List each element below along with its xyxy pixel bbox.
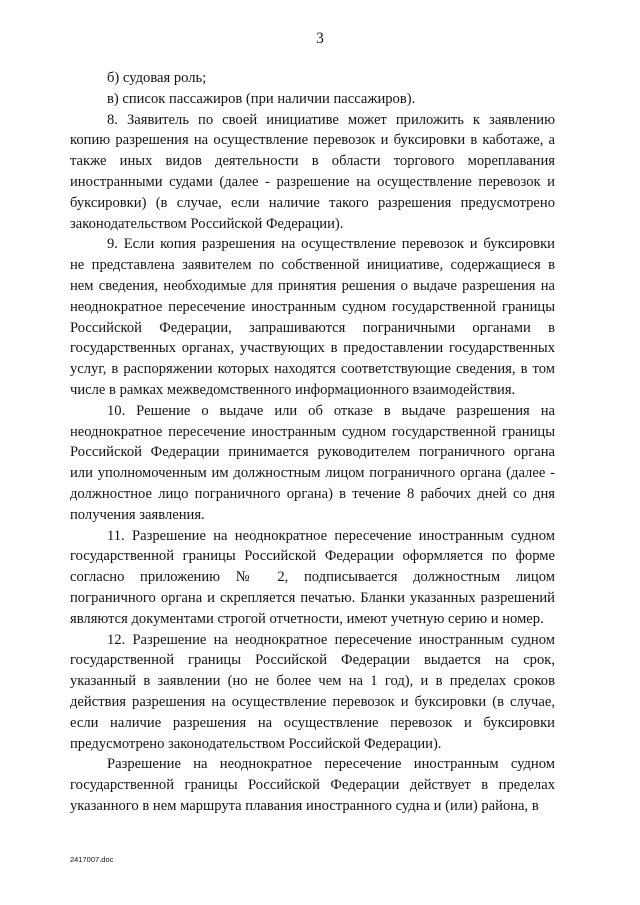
paragraph-9: 9. Если копия разрешения на осуществление перевозок и буксировки не представлена заявителем по собственной инициативе, содержащиеся в нем сведения, необходимые для принятия решения о выдаче разрешения на неоднократное пересечение иностранным судном государственной границы Российской Федерации, запрашиваются пограничными органами в государственных органах, участвующих в предоставлении государственных услуг, в распоряжении которых находятся соответствующие сведения, в том числе в рамках межведомственного информационного взаимодействия. [70, 236, 555, 398]
page-number: 3 [316, 30, 324, 47]
paragraph-continuation: Разрешение на неоднократное пересечение иностранным судном государственной границы Российской Федерации действует в пределах указанного в нем маршрута плавания иностранного судна и (или) района, в [70, 756, 555, 814]
paragraph-12: 12. Разрешение на неоднократное пересечение иностранным судном государственной границы Российской Федерации выдается на срок, указанный в заявлении (но не более чем на 1 год), и в пределах сроков действия разрешения на осуществление перевозок и буксировки (в случае, если наличие разрешения на осуществление перевозок и буксировки предусмотрено законодательством Российской Федерации). [70, 631, 555, 752]
document-body [70, 68, 555, 817]
paragraph-11: 11. Разрешение на неоднократное пересечение иностранным судном государственной границы Российской Федерации оформляется по форме согласно приложению № 2, подписывается должностным лицом пограничного органа и скрепляется печатью. Бланки указанных разрешений являются документами строгой отчетности, имеют учетную серию и номер. [70, 527, 555, 627]
paragraph-8: 8. Заявитель по своей инициативе может приложить к заявлению копию разрешения на осуществление перевозок и буксировки в каботаже, а также иных видов деятельности в области торгового мореплавания иностранными судами (далее - разрешение на осуществление перевозок и буксировки) (в случае, если наличие такого разрешения предусмотрено законодательством Российской Федерации). [70, 111, 555, 232]
list-item-b: б) судовая роль; [107, 70, 207, 86]
document-file-code: 2417007.doc [70, 855, 114, 864]
paragraph-10: 10. Решение о выдаче или об отказе в выдаче разрешения на неоднократное пересечение иностранным судном государственной границы Российской Федерации принимается руководителем пограничного органа или уполномоченным им должностным лицом пограничного органа (далее - должностное лицо пограничного органа) в течение 8 рабочих дней со дня получения заявления. [70, 402, 555, 523]
list-item-v: в) список пассажиров (при наличии пассажиров). [107, 90, 416, 107]
